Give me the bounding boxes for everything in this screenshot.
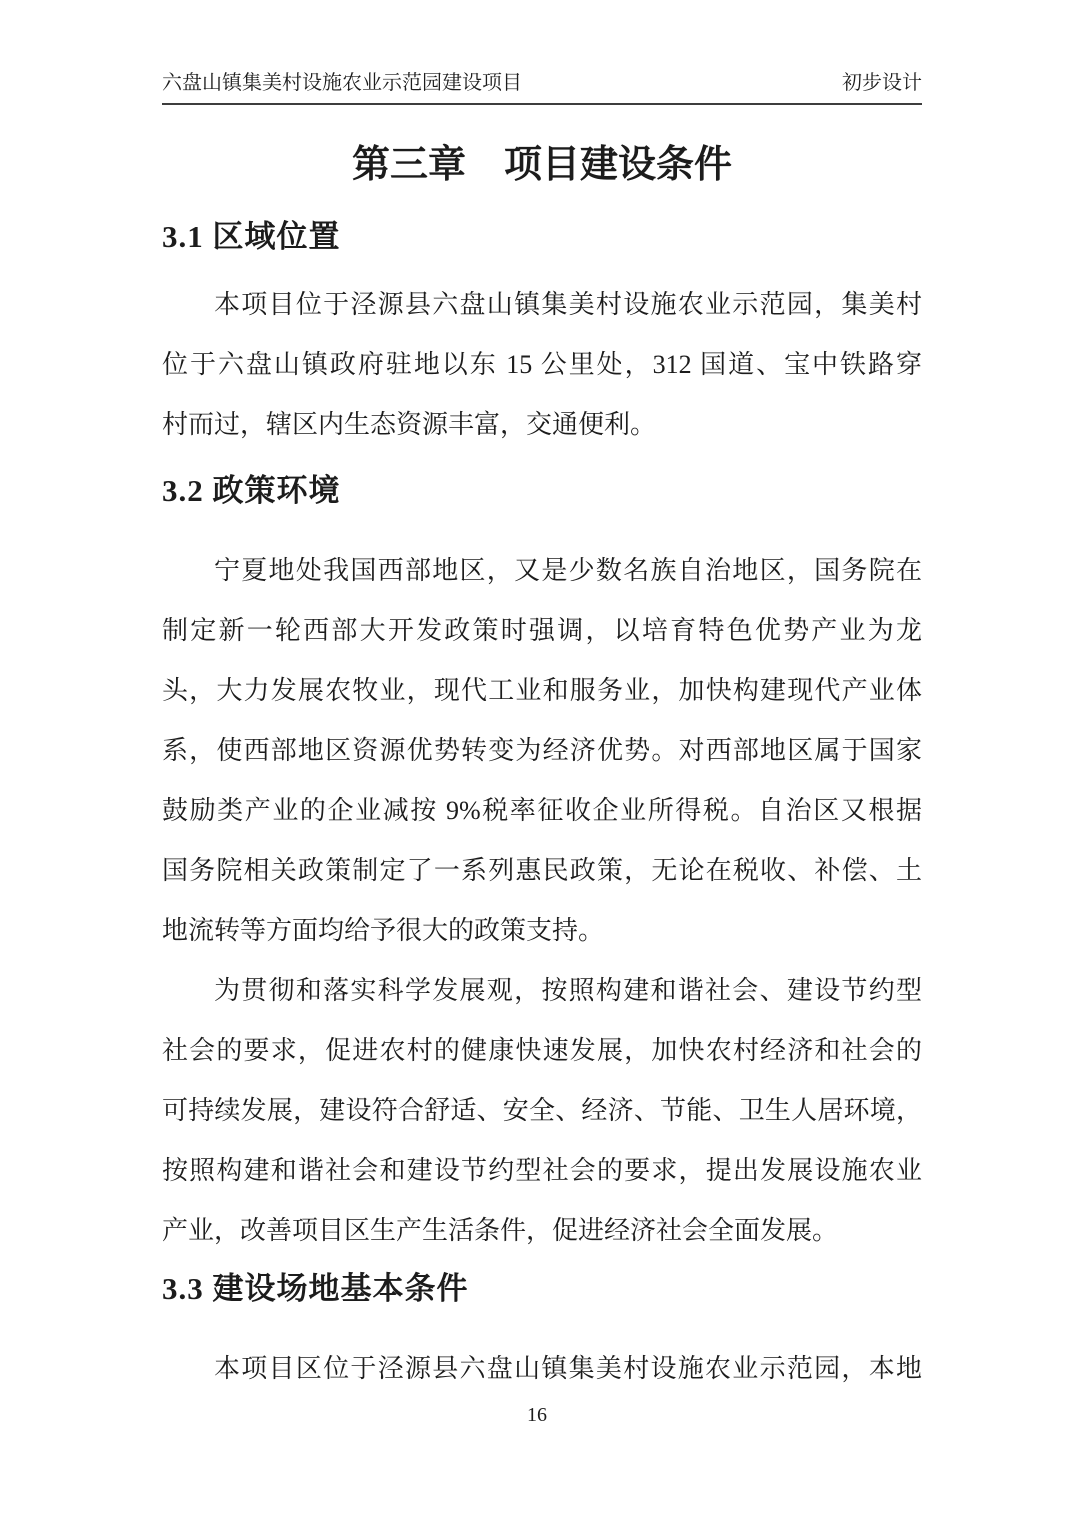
paragraph-line: 按照构建和谐社会和建设节约型社会的要求，提出发展设施农业	[162, 1156, 922, 1185]
section-heading-3-3: 3.3 建设场地基本条件	[162, 1271, 469, 1306]
header-doc-type: 初步设计	[842, 72, 922, 94]
section-heading-3-1: 3.1 区域位置	[162, 219, 341, 254]
paragraph-line: 头，大力发展农牧业，现代工业和服务业，加快构建现代产业体	[162, 676, 922, 705]
paragraph-line: 制定新一轮西部大开发政策时强调，以培育特色优势产业为龙	[162, 616, 922, 645]
paragraph-line: 国务院相关政策制定了一系列惠民政策，无论在税收、补偿、土	[162, 856, 922, 885]
paragraph-line: 本项目位于泾源县六盘山镇集美村设施农业示范园，集美村	[214, 290, 922, 319]
paragraph-line: 产业，改善项目区生产生活条件，促进经济社会全面发展。	[162, 1216, 839, 1245]
paragraph-line: 系，使西部地区资源优势转变为经济优势。对西部地区属于国家	[162, 736, 922, 765]
section-heading-3-2: 3.2 政策环境	[162, 473, 341, 508]
paragraph-line: 村而过，辖区内生态资源丰富，交通便利。	[162, 410, 657, 439]
paragraph-line: 可持续发展，建设符合舒适、安全、经济、节能、卫生人居环境，	[162, 1096, 922, 1125]
paragraph-line: 社会的要求，促进农村的健康快速发展，加快农村经济和社会的	[162, 1036, 922, 1065]
paragraph	[162, 1339, 922, 1399]
page-number: 16	[527, 1404, 547, 1426]
paragraph-line: 宁夏地处我国西部地区，又是少数名族自治地区，国务院在	[214, 556, 922, 585]
paragraph-line: 地流转等方面均给予很大的政策支持。	[162, 916, 605, 945]
paragraph-line: 为贯彻和落实科学发展观，按照构建和谐社会、建设节约型	[214, 976, 922, 1005]
paragraph-line: 位于六盘山镇政府驻地以东 15 公里处，312 国道、宝中铁路穿	[162, 350, 922, 379]
paragraph-line: 鼓励类产业的企业减按 9%税率征收企业所得税。自治区又根据	[162, 796, 922, 825]
paragraph	[162, 961, 922, 1261]
paragraph-line: 本项目区位于泾源县六盘山镇集美村设施农业示范园，本地	[214, 1354, 922, 1383]
header-project-title: 六盘山镇集美村设施农业示范园建设项目	[162, 72, 522, 94]
document-header	[162, 70, 922, 105]
paragraph	[162, 541, 922, 961]
paragraph	[162, 275, 922, 455]
chapter-title: 第三章 项目建设条件	[351, 144, 732, 186]
